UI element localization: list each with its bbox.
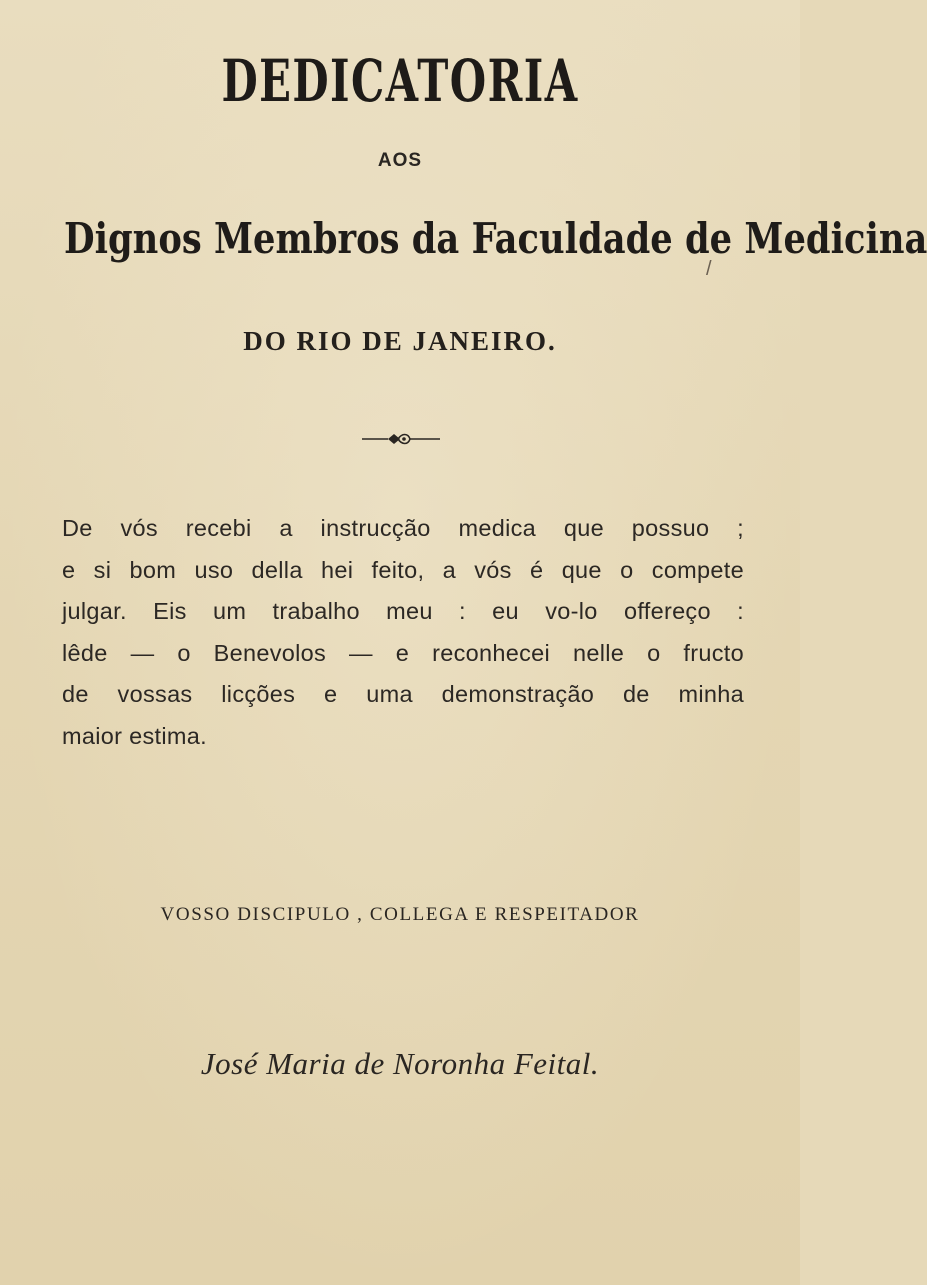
body-line: maior estima. <box>62 722 207 749</box>
author-signature: José Maria de Noronha Feital. <box>200 1046 600 1081</box>
signoff-line: VOSSO DISCIPULO , COLLEGA E RESPEITADOR <box>160 904 640 925</box>
dedication-to: AOS <box>377 150 423 171</box>
body-line: e si bom uso della hei feito, a vós é que o compete <box>62 556 744 583</box>
body-line: de vossas licções e uma demonstração de minha <box>62 681 744 707</box>
body-line: lêde — o Benevolos — e reconhecei nelle o fructo <box>62 639 744 666</box>
paper-mark: / <box>706 258 712 280</box>
dedication-body <box>62 508 744 757</box>
dedicatees-line: Dignos Membros da Faculdade de Medicina <box>64 214 927 263</box>
body-line: De vós recebi a instrucção medica que possuo ; <box>62 515 744 541</box>
body-line: julgar. Eis um trabalho meu : eu vo-lo offereço : <box>62 598 744 624</box>
fleuron-divider-icon <box>360 429 442 449</box>
place-line: DO RIO DE JANEIRO. <box>243 326 557 356</box>
dedication-heading: DEDICATORIA <box>221 47 579 115</box>
